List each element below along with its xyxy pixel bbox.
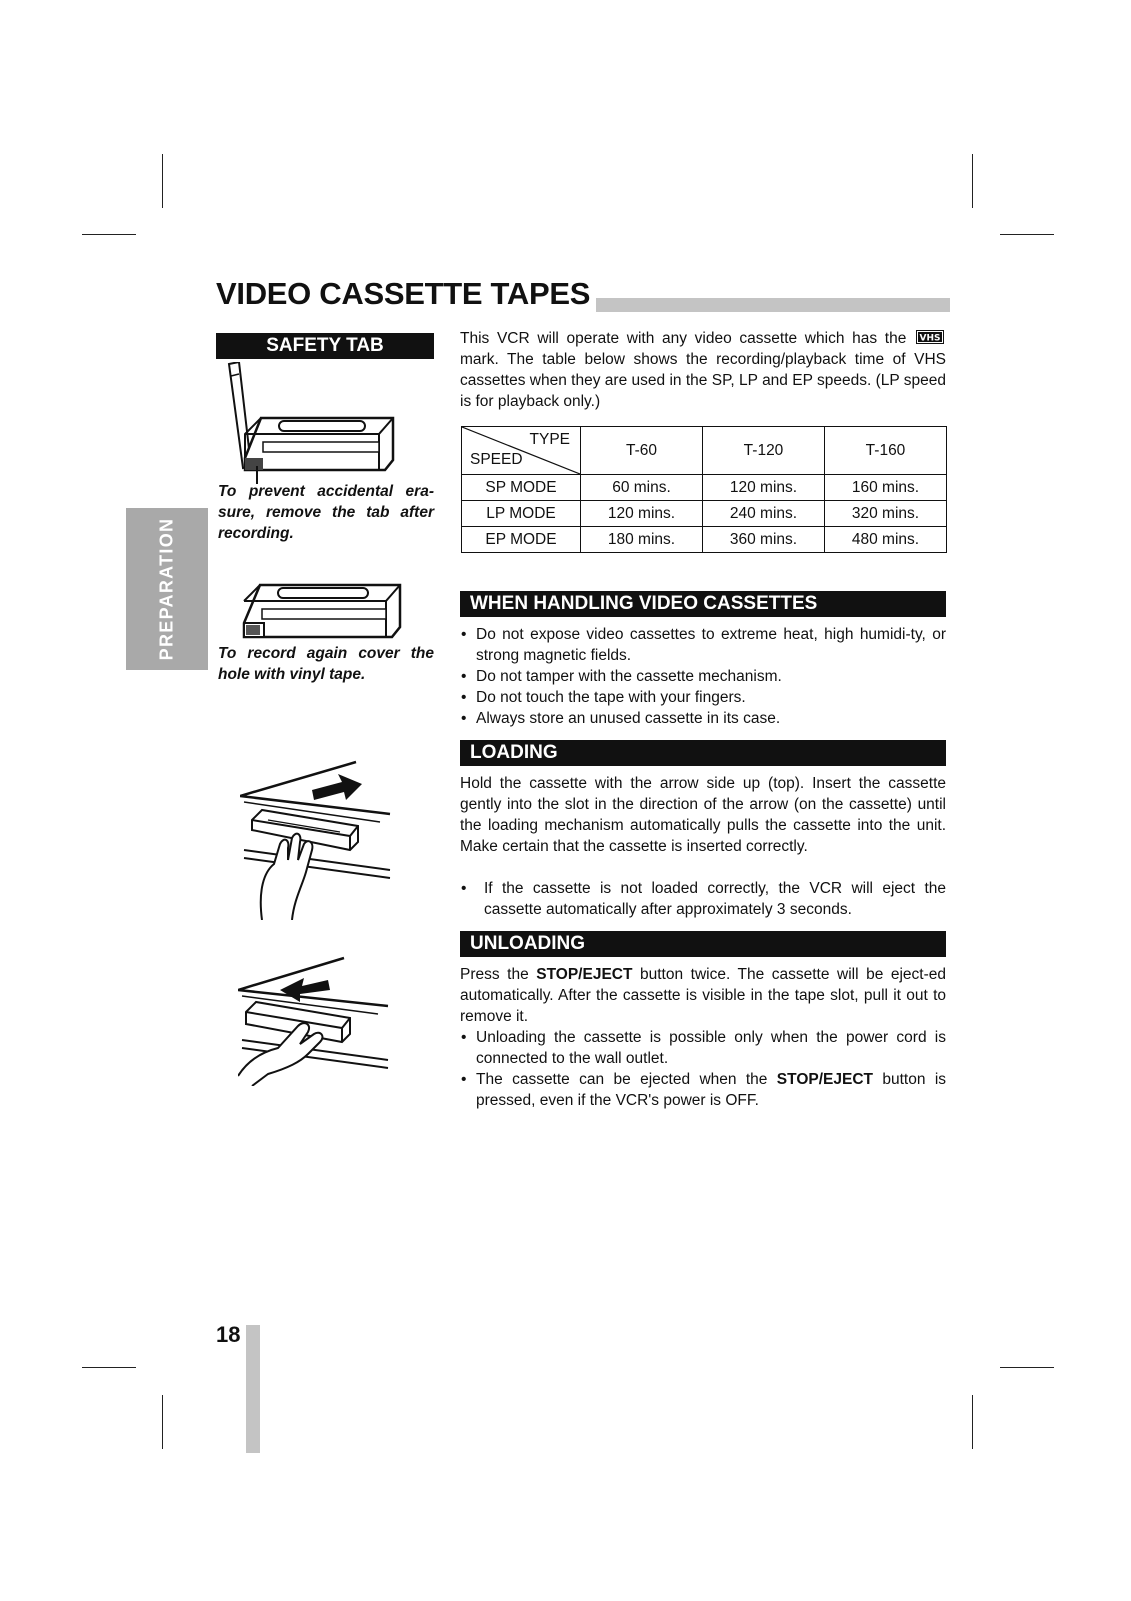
table-cell: 120 mins.	[703, 475, 825, 501]
unloading-list	[460, 1027, 946, 1111]
title-rule	[596, 298, 950, 312]
unloading-text-end: button twice. The cassette will be eject-ed automatically. After the cassette is visible in the tape slot, pull it out to remove it.	[460, 966, 946, 1025]
safety-tab-caption-cover: To record again cover the hole with vinyl tape.	[218, 645, 434, 683]
crop-mark	[162, 154, 163, 208]
table-cell: 360 mins.	[703, 527, 825, 553]
table-cell: 240 mins.	[703, 501, 825, 527]
crop-mark	[1000, 1367, 1054, 1368]
cassette-tab-removal-illustration	[225, 362, 415, 484]
table-row-mode: LP MODE	[462, 501, 581, 527]
unloading-heading: UNLOADING	[460, 931, 946, 957]
table-row-mode: EP MODE	[462, 527, 581, 553]
table-row	[462, 527, 947, 553]
stop-eject-label: STOP/EJECT	[776, 1071, 873, 1088]
list-item-text-end: button is pressed, even if the VCR's power is OFF.	[476, 1071, 947, 1109]
list-item: • If the cassette is not loaded correctly, the VCR will eject the cassette automatically after approximately 3 seconds.	[460, 878, 946, 920]
list-item	[460, 1069, 946, 1111]
unloading-text-start: Press the	[460, 966, 529, 983]
table-column-header: T-60	[581, 427, 703, 475]
table-column-header: T-160	[825, 427, 947, 475]
vhs-logo-icon	[916, 330, 944, 344]
page-number-bar	[246, 1325, 260, 1453]
table-cell: 480 mins.	[825, 527, 947, 553]
safety-tab-heading: SAFETY TAB	[216, 333, 434, 359]
table-cell: 160 mins.	[825, 475, 947, 501]
table-header-row	[462, 427, 947, 475]
table-row	[462, 475, 947, 501]
list-item: • Do not tamper with the cassette mechanism.	[460, 666, 946, 687]
intro-text-start: This VCR will operate with any video cassette which has the	[460, 330, 907, 347]
list-item-text-start: The cassette can be ejected when the	[476, 1071, 768, 1088]
table-cell: 180 mins.	[581, 527, 703, 553]
safety-tab-caption-remove: To prevent accidental era-sure, remove the tab after recording.	[218, 483, 434, 542]
loading-heading: LOADING	[460, 740, 946, 766]
stop-eject-label: STOP/EJECT	[536, 966, 633, 983]
handling-heading: WHEN HANDLING VIDEO CASSETTES	[460, 591, 946, 617]
crop-mark	[82, 1367, 136, 1368]
table-cell: 120 mins.	[581, 501, 703, 527]
intro-text-end: mark. The table below shows the recording/playback time of VHS cassettes when they are used in the SP, LP and EP speeds. (LP speed is for playback only.)	[460, 351, 946, 410]
table-corner-cell	[462, 427, 581, 475]
page-number: 18	[216, 1322, 241, 1347]
crop-mark	[972, 154, 973, 208]
table-corner-speed: SPEED	[470, 451, 523, 468]
table-corner-type: TYPE	[529, 431, 570, 448]
svg-text:VHS: VHS	[919, 333, 941, 344]
crop-mark	[162, 1395, 163, 1449]
list-item: • Do not touch the tape with your fingers.	[460, 687, 946, 708]
handling-list	[460, 624, 946, 729]
table-cell: 320 mins.	[825, 501, 947, 527]
cassette-unloading-illustration	[238, 956, 398, 1086]
table-cell: 60 mins.	[581, 475, 703, 501]
list-item: • Unloading the cassette is possible only when the power cord is connected to the wall outlet.	[460, 1027, 946, 1069]
section-side-tab-label: PREPARATION	[156, 517, 177, 661]
recording-time-table	[461, 426, 947, 553]
cassette-loading-illustration	[240, 760, 395, 920]
loading-paragraph: Hold the cassette with the arrow side up (top). Insert the cassette gently into the slot in the direction of the arrow (on the cassette) until the loading mechanism automatically pulls the cassette into the unit. Make certain that the cassette is inserted correctly.	[460, 775, 946, 855]
crop-mark	[972, 1395, 973, 1449]
crop-mark	[1000, 234, 1054, 235]
intro-paragraph	[460, 328, 946, 412]
crop-mark	[82, 234, 136, 235]
list-item: • Always store an unused cassette in its case.	[460, 708, 946, 729]
list-item: • Do not expose video cassettes to extreme heat, high humidi-ty, or strong magnetic fields.	[460, 624, 946, 666]
table-column-header: T-120	[703, 427, 825, 475]
page-title: VIDEO CASSETTE TAPES	[216, 276, 591, 311]
unloading-paragraph	[460, 964, 946, 1027]
cassette-tape-cover-illustration	[240, 583, 410, 639]
table-row	[462, 501, 947, 527]
table-row-mode: SP MODE	[462, 475, 581, 501]
loading-list	[460, 878, 946, 920]
